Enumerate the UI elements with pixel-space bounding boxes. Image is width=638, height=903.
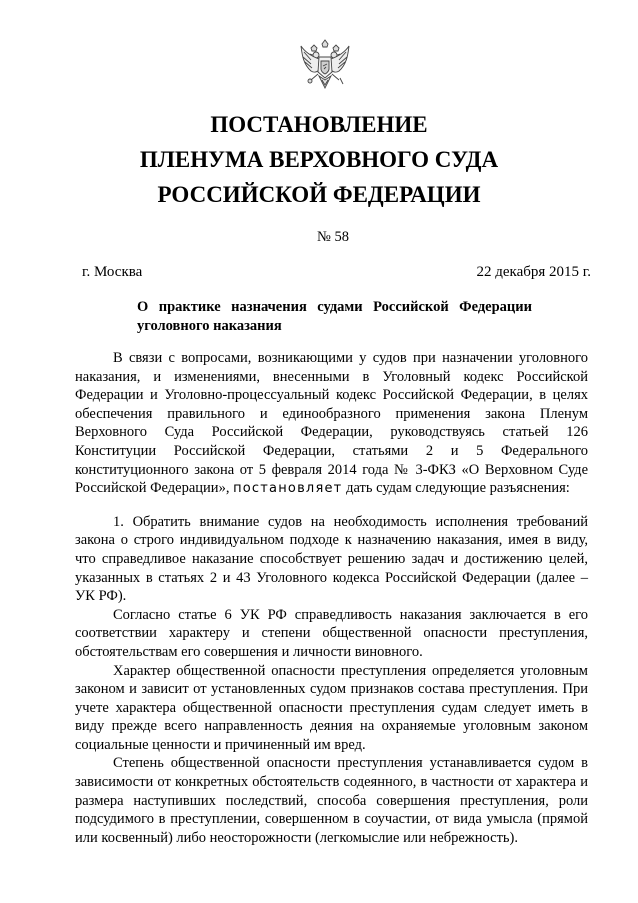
preamble-emphasis: постановляет [233, 481, 343, 497]
document-body [75, 349, 588, 847]
preamble-text: В связи с вопросами, возникающими у судов при назначении уголовного наказания, и изменениями, внесенными в Уголовный кодекс Российской Федерации и Уголовно-процессуальный кодекс Российской Федерации, в целях обеспечения правильного и единообразного применения закона Пленум Верховного Суда Российской Федерации, руководствуясь статьей 126 Конституции Российской Федерации, статьями 2 и 5 Федерального конституционного закона от 5 февраля 2014 года № 3-ФКЗ «О Верховном Суде Российской Федерации», [75, 350, 588, 497]
preamble-paragraph [75, 349, 588, 499]
body-paragraph-1: 1. Обратить внимание судов на необходимость исполнения требований закона о строго индивидуальном подходе к назначению наказания, имея в виду, что справедливое наказание способствует решению задач и достижению целей, указанных в статьях 2 и 43 Уголовного кодекса Российской Федерации (далее – УК РФ). [75, 513, 588, 605]
title-line-1: ПОСТАНОВЛЕНИЕ [210, 112, 428, 137]
body-paragraph-3: Характер общественной опасности преступления определяется уголовным законом и зависит от установленных судом признаков состава преступления. При учете характера общественной опасности преступления судам следует иметь в виду прежде всего направленность деяния на охраняемые уголовным законом социальные ценности и причиненный им вред. [75, 662, 588, 753]
document-city: г. Москва [82, 264, 143, 280]
preamble-text-after: дать судам следующие разъяснения: [346, 480, 570, 497]
title-line-2: ПЛЕНУМА ВЕРХОВНОГО СУДА [139, 147, 499, 172]
document-title [0, 107, 638, 212]
document-number: № 58 [317, 229, 349, 245]
body-paragraph-2: Согласно статье 6 УК РФ справедливость наказания заключается в его соответствии характеру и степени общественной опасности преступления, обстоятельствам его совершения и личности виновного. [75, 606, 588, 660]
document-subject: О практике назначения судами Российской Федерации уголовного наказания [137, 299, 532, 334]
russian-coat-of-arms-icon [297, 38, 353, 94]
document-date: 22 декабря 2015 г. [476, 264, 591, 280]
title-line-3: РОССИЙСКОЙ ФЕДЕРАЦИИ [157, 182, 481, 207]
body-paragraph-4: Степень общественной опасности преступления устанавливается судом в зависимости от конкретных обстоятельств содеянного, в частности от характера и размера наступивших последствий, способа совершения преступления, роли подсудимого в преступлении, совершенном в соучастии, от вида умысла (прямой или косвенный) либо неосторожности (легкомыслие или небрежность). [75, 755, 588, 846]
